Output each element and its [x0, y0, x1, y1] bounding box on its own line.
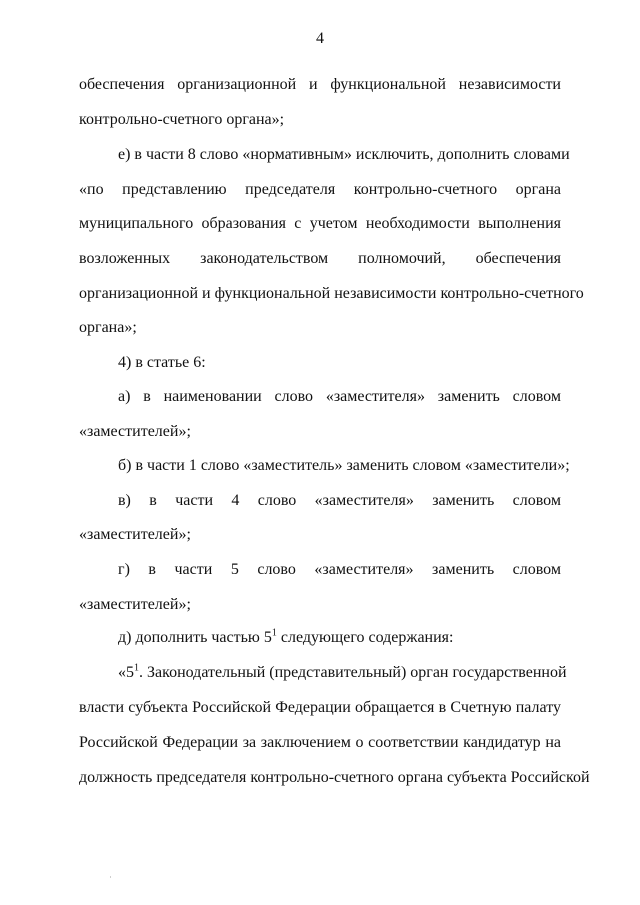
superscript: 1 — [134, 662, 139, 674]
text-fragment: «5 — [118, 664, 134, 681]
text-line: «заместителей»; — [79, 596, 191, 613]
text-line: «заместителей»; — [79, 423, 191, 440]
text-line: в) в части 4 слово «заместителя» заменить словом — [118, 492, 561, 509]
text-fragment: . Законодательный (представительный) орган государственной — [139, 664, 567, 681]
text-line: муниципального образования с учетом необходимости выполнения — [79, 215, 561, 232]
text-line: власти субъекта Российской Федерации обращается в Счетную палату — [79, 699, 561, 716]
text-line: должность председателя контрольно-счетного органа субъекта Российской — [79, 769, 590, 786]
text-line: е) в части 8 слово «нормативным» исключить, дополнить словами — [118, 146, 570, 163]
text-line: обеспечения организационной и функциональной независимости — [79, 76, 561, 93]
text-line: контрольно-счетного органа»; — [79, 111, 285, 128]
text-line: Российской Федерации за заключением о соответствии кандидатур на — [79, 734, 561, 751]
text-line: возложенных законодательством полномочий, обеспечения — [79, 250, 561, 267]
text-line-with-superscript — [118, 628, 561, 648]
text-line: б) в части 1 слово «заместитель» заменить словом «заместители»; — [118, 457, 570, 474]
text-line-with-superscript — [118, 662, 567, 683]
scan-dot — [110, 876, 111, 878]
text-fragment: д) дополнить частью 5 — [118, 629, 272, 646]
text-line: организационной и функциональной независимости контрольно-счетного — [79, 285, 584, 302]
page-number: 4 — [316, 30, 324, 47]
superscript: 1 — [271, 627, 277, 639]
text-line: органа»; — [79, 319, 137, 336]
text-line: «заместителей»; — [79, 526, 191, 543]
text-line: 4) в статье 6: — [118, 354, 206, 371]
text-line: «по представлению председателя контрольно-счетного органа — [79, 181, 561, 198]
text-fragment: следующего содержания: — [276, 629, 454, 646]
text-line: а) в наименовании слово «заместителя» заменить словом — [118, 388, 561, 405]
text-line: г) в части 5 слово «заместителя» заменить словом — [118, 561, 561, 578]
